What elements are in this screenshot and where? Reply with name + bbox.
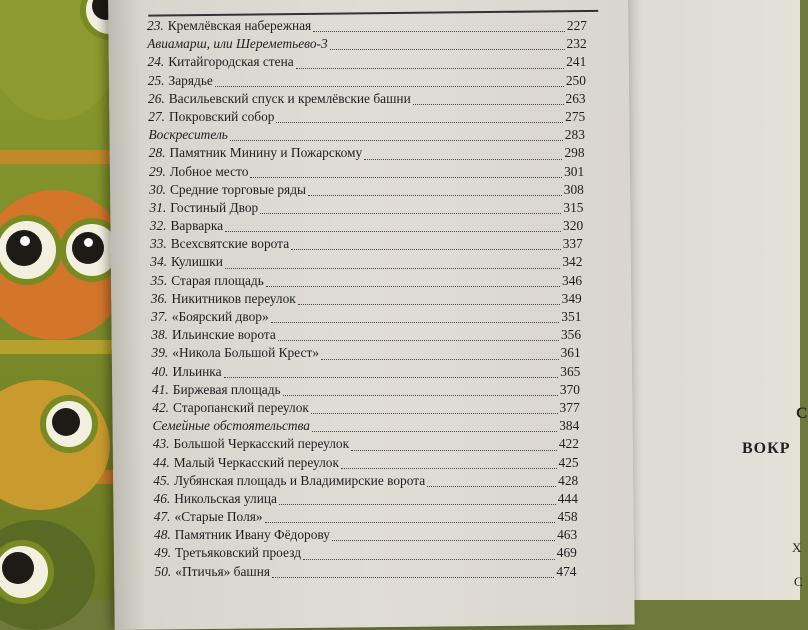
toc-entry-page-number: 428 [558,472,579,488]
toc-entry [155,564,577,582]
toc-entry-title: Всехсвятские ворота [170,236,290,252]
toc-entry [150,236,583,254]
toc-entry [147,18,587,36]
toc-entry-number: 45. [153,472,170,488]
toc-entry-number: 49. [154,545,171,561]
toc-leader-dots [225,230,561,232]
toc-entry-page-number: 422 [558,436,579,452]
toc-leader-dots [298,303,560,305]
toc-leader-dots [250,176,562,178]
toc-entry-page-number: 308 [563,181,584,197]
toc-leader-dots [291,248,561,250]
toc-entry-title: Старопанский переулок [173,399,309,415]
toc-entry-page-number: 320 [563,218,584,234]
toc-entry-number: 25. [147,72,165,88]
toc-entry-number: 33. [150,236,167,252]
toc-entry-page-number: 250 [565,72,586,88]
toc-entry [151,291,582,309]
toc-entry [148,91,586,109]
toc-entry-title: Третьяковский проезд [175,545,302,561]
toc-entry-number: 40. [151,363,169,379]
toc-leader-dots [224,376,559,378]
toc-entry [152,345,581,363]
owl-eye-highlight [20,236,30,246]
toc-entry-number: 28. [148,145,166,161]
toc-entry-number: 39. [151,345,169,361]
toc-entry [147,36,586,54]
header-rule [148,10,598,16]
toc-entry-title: Гостиный Двор [170,199,259,215]
toc-entry [149,164,584,182]
toc-entry-number: 37. [151,309,168,324]
owl-eye-highlight [84,238,93,247]
toc-entry [149,182,584,200]
toc-entry-title: Памятник Ивану Фёдорову [174,527,330,543]
toc-entry [149,127,585,145]
toc-entry-page-number: 275 [565,108,586,124]
owl-pupil [72,232,104,264]
toc-entry-title: Лобное место [169,163,249,179]
table-of-contents [147,18,597,582]
toc-entry-page-number: 298 [564,145,585,161]
toc-entry-title: Авиамарш, или Шереметьево-3 [147,36,328,52]
toc-entry-title: Лубянская площадь и Владимирские ворота [174,472,426,488]
toc-entry-title: Кремлёвская набережная [167,18,312,33]
right-page-fragment: С [796,405,808,422]
toc-entry-page-number: 346 [562,272,583,288]
toc-leader-dots [312,430,557,432]
toc-entry-page-number: 444 [557,490,578,506]
toc-entry [151,273,583,291]
toc-entry-title: Никольская улица [174,490,277,506]
toc-leader-dots [427,485,556,487]
toc-entry-page-number: 425 [558,454,579,470]
toc-entry-title: «Старые Поля» [174,509,263,525]
toc-entry-title: Биржевая площадь [172,381,281,397]
toc-entry-number: 38. [151,327,168,343]
toc-entry-page-number: 283 [564,127,585,143]
toc-leader-dots [215,85,564,87]
toc-entry [153,473,578,491]
toc-entry-title: Зарядье [168,72,213,88]
toc-entry-title: Кулишки [171,254,223,270]
toc-entry-title: Малый Черкасский переулок [173,454,339,470]
toc-entry [154,545,577,563]
toc-entry-page-number: 315 [563,199,584,215]
toc-leader-dots [351,449,557,451]
toc-entry-title: Средние торговые ряды [170,181,307,197]
toc-entry [148,109,585,127]
toc-entry-page-number: 458 [557,509,578,525]
toc-entry-page-number: 227 [566,18,587,33]
toc-leader-dots [311,412,558,414]
toc-entry-page-number: 463 [557,527,578,543]
toc-entry-page-number: 361 [560,345,581,361]
toc-entry-title: Китайгородская стена [168,54,294,70]
toc-entry [151,327,581,345]
toc-leader-dots [303,558,555,560]
toc-entry-title: Никитников переулок [171,290,296,306]
toc-entry-page-number: 370 [559,381,580,397]
toc-entry [148,73,586,91]
toc-entry-page-number: 365 [560,363,581,379]
toc-entry-page-number: 356 [560,327,582,343]
toc-entry-title: Семейные обстоятельства [152,418,310,434]
toc-entry-page-number: 377 [559,399,580,415]
toc-entry-title: Старая площадь [171,272,264,288]
toc-entry-title: Памятник Минину и Пожарскому [169,145,363,161]
toc-leader-dots [296,67,565,69]
toc-entry-number: 48. [154,527,171,543]
toc-leader-dots [341,467,557,469]
toc-leader-dots [364,158,562,160]
toc-leader-dots [279,503,556,505]
toc-entry-page-number: 349 [561,290,582,306]
toc-leader-dots [266,285,560,287]
toc-leader-dots [230,139,563,141]
toc-entry [150,200,584,218]
toc-entry-number: 31. [149,199,167,215]
toc-entry [154,491,578,509]
toc-entry-number: 23. [147,18,164,33]
toc-entry-number: 44. [153,454,170,470]
toc-entry-number: 42. [152,399,169,415]
right-page-heading-fragment: ВОКР [742,440,791,457]
toc-entry-number: 27. [148,108,165,124]
toc-entry [152,400,579,418]
toc-entry-page-number: 241 [566,54,587,70]
toc-entry-number: 50. [154,563,172,579]
toc-entry-page-number: 351 [561,309,582,324]
toc-entry [153,455,579,473]
toc-leader-dots [283,394,558,396]
toc-entry-page-number: 263 [565,90,586,106]
toc-leader-dots [271,321,560,323]
toc-entry [148,54,587,72]
toc-entry [154,509,578,527]
toc-entry-title: Ильинские ворота [172,327,276,343]
toc-entry-number: 41. [152,381,169,397]
toc-entry-number: 30. [149,181,166,197]
toc-entry [150,254,582,272]
toc-entry [152,364,581,382]
toc-entry-title: Воскреситель [148,127,228,143]
toc-leader-dots [260,212,561,214]
toc-entry-page-number: 337 [562,236,583,252]
right-page-fragment: Х [792,540,802,555]
toc-entry-page-number: 301 [564,163,585,179]
toc-leader-dots [225,267,560,269]
toc-entry-number: 43. [152,436,170,452]
right-book-page [628,0,808,600]
toc-entry-number: 29. [149,163,166,179]
toc-leader-dots [308,194,562,196]
toc-entry-title: «Никола Большой Крест» [172,345,320,361]
toc-entry-number: 46. [153,490,171,506]
toc-entry [150,218,583,236]
toc-entry-page-number: 342 [562,254,583,270]
toc-entry [149,145,585,163]
toc-entry-number: 34. [150,254,167,270]
toc-entry-page-number: 384 [559,418,580,434]
toc-entry-title: «Боярский двор» [171,309,269,324]
toc-leader-dots [321,358,559,360]
owl-pupil [2,552,34,584]
toc-entry-title: Варварка [170,218,224,234]
toc-leader-dots [332,539,555,541]
toc-entry-page-number: 232 [566,36,587,52]
toc-leader-dots [276,121,563,123]
toc-entry-title: Ильинка [172,363,222,379]
toc-entry [154,527,577,545]
toc-entry [153,436,579,454]
toc-entry-title: Большой Черкасский переулок [173,436,350,452]
toc-leader-dots [278,339,559,341]
toc-entry-title: Покровский собор [169,108,275,124]
toc-leader-dots [265,521,556,523]
owl-pupil [52,408,80,436]
toc-leader-dots [272,576,554,578]
toc-entry-number: 35. [150,272,168,288]
toc-leader-dots [313,30,565,32]
toc-entry-title: Васильевский спуск и кремлёвские башни [168,90,411,106]
toc-entry-number: 24. [147,54,165,70]
toc-entry-number: 32. [149,218,167,234]
toc-entry-page-number: 469 [556,545,577,561]
toc-entry-page-number: 474 [556,563,577,579]
right-page-fragment: С [794,574,803,589]
toc-entry [151,309,581,327]
toc-entry [153,418,580,436]
toc-entry-number: 36. [150,290,168,306]
toc-entry-number: 26. [148,90,165,106]
toc-entry-title: «Птичья» башня [175,563,271,579]
toc-entry-number: 47. [153,509,171,525]
toc-leader-dots [330,48,565,50]
toc-leader-dots [413,103,564,105]
toc-entry [152,382,580,400]
